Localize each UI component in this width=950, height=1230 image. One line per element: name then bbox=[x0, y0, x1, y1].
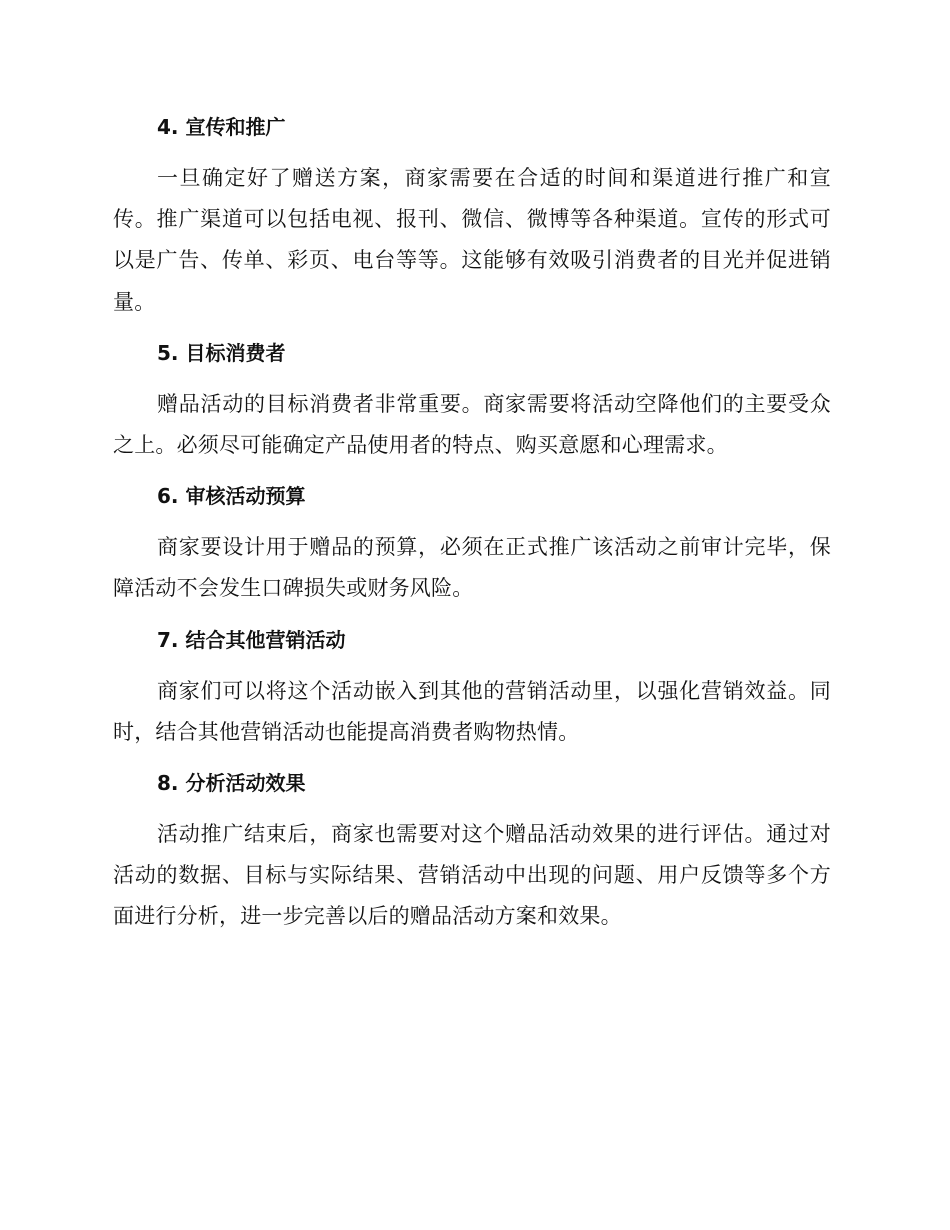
section-paragraph: 商家们可以将这个活动嵌入到其他的营销活动里，以强化营销效益。同时，结合其他营销活动也能提高消费者购物热情。 bbox=[113, 678, 831, 744]
section-paragraph: 一旦确定好了赠送方案，商家需要在合适的时间和渠道进行推广和宣传。推广渠道可以包括电视、报刊、微信、微博等各种渠道。宣传的形式可以是广告、传单、彩页、电台等等。这能够有效吸引消费者的目光并促进销量。 bbox=[113, 166, 831, 314]
document-body bbox=[113, 110, 831, 951]
section-paragraph: 商家要设计用于赠品的预算，必须在正式推广该活动之前审计完毕，保障活动不会发生口碑损失或财务风险。 bbox=[113, 535, 831, 601]
section-paragraph: 活动推广结束后，商家也需要对这个赠品活动效果的进行评估。通过对活动的数据、目标与实际结果、营销活动中出现的问题、用户反馈等多个方面进行分析，进一步完善以后的赠品活动方案和效果。 bbox=[113, 822, 831, 929]
section-heading: 6. 审核活动预算 bbox=[157, 484, 306, 509]
section-target-consumers bbox=[113, 336, 831, 466]
section-promotion bbox=[113, 110, 831, 323]
section-heading: 7. 结合其他营销活动 bbox=[157, 627, 346, 652]
section-heading: 5. 目标消费者 bbox=[157, 340, 286, 365]
section-analyze-results bbox=[113, 766, 831, 938]
section-budget-review bbox=[113, 479, 831, 609]
section-heading: 4. 宣传和推广 bbox=[157, 115, 286, 139]
section-combine-marketing bbox=[113, 623, 831, 753]
section-paragraph: 赠品活动的目标消费者非常重要。商家需要将活动空降他们的主要受众之上。必须尽可能确定产品使用者的特点、购买意愿和心理需求。 bbox=[113, 391, 831, 458]
section-heading: 8. 分析活动效果 bbox=[157, 771, 306, 796]
